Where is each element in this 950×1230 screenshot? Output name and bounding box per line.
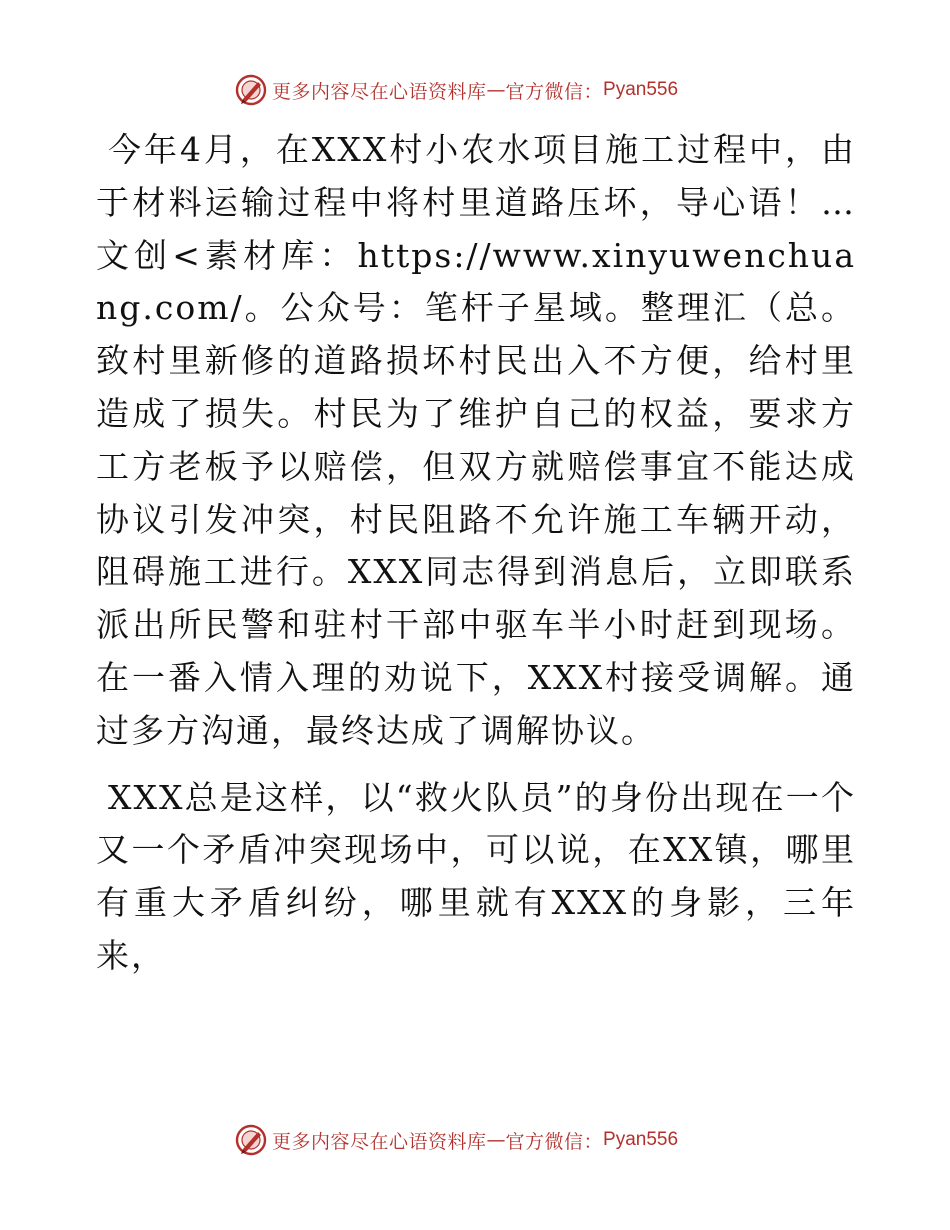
- pen-logo-icon: [234, 73, 268, 107]
- paragraph: 今年4月，在XXX村小农水项目施工过程中，由于材料运输过程中将村里道路压坏，导心语！…文创<素材库：https://www.xinyuwenchuang.com/。公众号：笔杆子星域。整理汇（总。致村里新修的道路损坏村民出入不方便，给村里造成了损失。村民为了维护自己的权益，要求方工方老板予以赔偿，但双方就赔偿事宜不能达成协议引发冲突，村民阻路不允许施工车辆开动，阻碍施工进行。XXX同志得到消息后，立即联系派出所民警和驻村干部中驱车半小时赶到现场。在一番入情入理的劝说下，XXX村接受调解。通过多方沟通，最终达成了调解协议。: [96, 130, 856, 750]
- watermark-main-text: 更多内容尽在心语资料库: [272, 80, 487, 103]
- watermark-separator: —: [486, 1129, 506, 1151]
- watermark-id: Pyan556: [603, 1129, 679, 1150]
- watermark-label: 官方微信：: [505, 1130, 604, 1153]
- header-watermark: [234, 72, 678, 108]
- paragraph: XXX总是这样，以“救火队员”的身份出现在一个又一个矛盾冲突现场中，可以说，在XX镇，哪里有重大矛盾纠纷，哪里就有XXX的身影，三年来，: [96, 777, 856, 975]
- pen-logo-icon: [234, 1123, 268, 1157]
- watermark-main-text: 更多内容尽在心语资料库: [272, 1130, 487, 1153]
- watermark-label: 官方微信：: [505, 80, 604, 103]
- document-body: [96, 124, 856, 983]
- watermark-separator: —: [486, 79, 506, 101]
- footer-watermark: [234, 1122, 678, 1158]
- watermark-id: Pyan556: [603, 79, 679, 100]
